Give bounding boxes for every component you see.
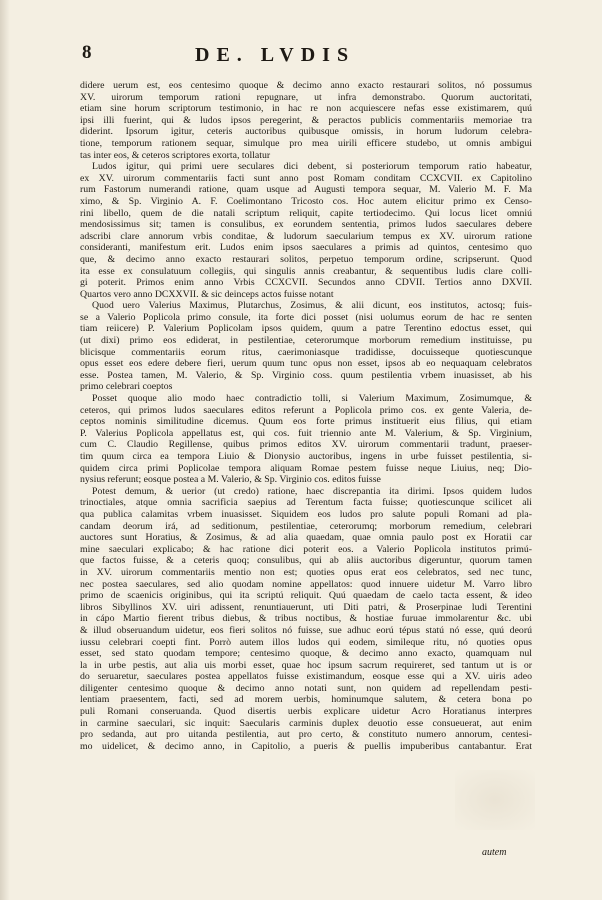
text-line: lentiam praesentem, facti, sed ad morem uerbis, hominumque salutem, & cetera bona po <box>80 694 532 706</box>
text-line: cum C. Claudio Regillense, quibus primos editos XV. uirorum commentarii tradunt, praeser- <box>80 439 532 451</box>
text-line: ita esse ex consulatuum collegiis, qui singulis annis creabantur, & sequentibus ludis clare colli- <box>80 265 532 277</box>
text-line: consideranti, manifestum erit. Ludos enim ipsos saeculares a primis ad quintos, centesimo quo <box>80 242 532 254</box>
text-line: tiam reiicere) P. Valerium Poplicolam ipsos quidem, quum a patre Terentino edoctus esset, qui <box>80 323 532 335</box>
text-line: mo uidelicet, & decimo anno, in Capitolio, a pueris & puellis impuberibus cantabantur. Erat <box>80 740 532 752</box>
text-line: Posset quoque alio modo haec contradictio tolli, si Valerium Maximum, Zosimumque, & <box>92 393 532 405</box>
text-line: ceptos nominis similitudine dicemus. Quum eos forte primus instituerit eius filius, qui etiam <box>80 416 532 428</box>
text-line: libros Sibyllinos XV. uiri adissent, renuntiauerunt, uti Diti patri, & Proserpinae ludi Terentini <box>80 601 532 613</box>
text-line: que factos fuisse, & a ceteris quoq; consulibus, qui ab aliis auctoribus digeruntur, quorum tamen <box>80 555 532 567</box>
catchword: autem <box>482 847 507 858</box>
text-line: P. Valerius Poplicola appellatus est, qui cos. fuit triennio ante M. Valerium, & Sp. Virginium, <box>80 427 532 439</box>
text-line: gi poterit. Primos enim anno Vrbis CCXCVII. Secundos anno CDVII. Tertios anno DXVII. <box>80 277 532 289</box>
text-line: pro sedanda, aut pro uitanda pestilentia, aut pro certo, & constituto numero annorum, centesi- <box>80 729 532 741</box>
text-line: nysius referunt; eosque postea a M. Valerio, & Sp. Virginio cos. editos fuisse <box>80 474 381 486</box>
running-head: DE. LVDIS <box>195 44 356 66</box>
text-line: auctores sunt Horatius, & Zosimus, & ad alia quaedam, quae omnia paulo post ex Horatii car <box>80 532 532 544</box>
text-line: puli Romani conseruanda. Quod disertis uerbis explicare uidetur Acro Horatianus interpres <box>80 706 532 718</box>
text-line: Potest demum, & uerior (ut credo) ratione, haec discrepantia ita dirimi. Ipsos quidem ludos <box>92 485 532 497</box>
text-line: (ut dixi) primo eos ediderat, in pestilentiae, ceterorumque morborum remedium instituisse, pu <box>80 335 532 347</box>
text-line: Ludos igitur, qui primi uere seculares dici debent, si posteriorum temporum ratio habeatur, <box>92 161 532 173</box>
text-line: se a Valerio Poplicola primo consule, ita forte dici posset (nisi uolumus eorum de hac re senten <box>80 311 532 323</box>
text-line: trinoctiales, atque omnia sacrificia saepius ad Terentum facta fuisse; quotiescunque scilicet ali <box>80 497 532 509</box>
body-text <box>80 80 532 752</box>
text-line: ipsi illi fuerint, qui & ludos ipsos peregerint, & peractos publicis commentariis memoriae tra <box>80 114 532 126</box>
text-line: mine saeculari explicabo; & hac ratione dici poterit eos. a Valerio Poplicola institutos primú- <box>80 543 532 555</box>
text-line: adscribi clare annorum vrbis conditae, & ludorum saecularium tempus ex XV. uirorum ratione <box>80 230 532 242</box>
text-line: primo celebrari coeptos <box>80 381 173 393</box>
text-line: do seruaretur, saeculares postea appellatos fuisse existimandum, eosque esse qui a XV. uiris adeo <box>80 671 532 683</box>
text-line: nec postea saeculares, sed alio quodam nomine appellatos: quod innuere uidetur M. Varro libro <box>80 578 532 590</box>
text-line: rum Fastorum numerandi ratione, quam usque ad Augusti tempora sequar, M. Valerio M. F. Ma <box>80 184 532 196</box>
text-line: esse. Postea tamen, M. Valerio, & Sp. Virginio coss. quum pestilentia vrbem inuasisset, ab his <box>80 369 532 381</box>
text-line: tas inter eos, & ceteros scriptores exorta, tollatur <box>80 149 271 161</box>
page-number: 8 <box>82 42 92 63</box>
text-line: primo de scaenicis originibus, qui ita scriptú reliquit. Quú quaedam de caelo tacta essent, & ideo <box>80 590 532 602</box>
text-line: diderint. Ipsorum igitur, ceteris auctoribus quibusque omissis, in horum ludorum celebra- <box>80 126 532 138</box>
text-line: didere uerum est, eos centesimo quoque & decimo anno exacto restaurari solitos, nó possumus <box>80 80 532 91</box>
text-line: etiam sine horum scriptorum testimonio, in hac re non acquiescere nefas esse existimarem, quú <box>80 103 532 115</box>
text-line: tione, temporum rationem sequar, simulque pro mea uirili efficere studebo, ut omnis ambigui <box>80 137 532 149</box>
text-line: iussu celebrari coepti fint. Porrò autem illos ludos qui eodem, simileque ritu, nó quoties opus <box>80 636 532 648</box>
text-line: Quartos vero anno DCXXVII. & sic deinceps actos fuisse notant <box>80 288 334 300</box>
text-line: in carmine saeculari, sic inquit: Saecularis carminis duplex deuotio esse consueuerat, aut enim <box>80 717 532 729</box>
text-line: in XV. uirorum commentariis mentio non est; quoties opus erat eos celebratos, sed nec tunc, <box>80 566 532 578</box>
paper-stain <box>455 770 535 830</box>
text-line: Quod uero Valerius Maximus, Plutarchus, Zosimus, & alii dicunt, eos institutos, actosq; fuis- <box>92 300 532 312</box>
text-line: ximo, & Sp. Virginio A. F. Coelimontano Tricosto cos. Hoc autem elicitur primo ex Censo- <box>80 195 532 207</box>
text-line: ceteros, qui primos ludos saeculares editos referunt a Poplicola primo cos. ex gente Valeria, de- <box>80 404 532 416</box>
text-line: in cápo Martio fierent tribus diebus, & tribus noctibus, & hostiae furuae immolarentur &c. ubi <box>80 613 532 625</box>
text-line: quidem circa primi Poplicolae tempora aliquam Romae pestem fuisse neque Liuius, neq; Dio- <box>80 462 532 474</box>
text-line: que, & decimo anno exacto restaurari solitos, perpetuo temporum ordine, scripserunt. Quod <box>80 253 532 265</box>
text-line: qua publica calamitas vrbem inuasisset. Siquidem eos ludos pro salute populi Romani ad pla- <box>80 508 532 520</box>
text-line: ex XV. uirorum commentariis facti sunt anno post Romam conditam CCXCVII. ex Capitolino <box>80 172 532 184</box>
text-line: rini libello, quem de die natali scriptum reliquit, capite tertiodecimo. Qui locus licet omniú <box>80 207 532 219</box>
text-line: opus esset eos edere debere fieri, uerum quum tunc opus non esset, ipsos ab eo nequaquam celebratos <box>80 358 532 370</box>
text-line: XV. uirorum temporum rationi repugnare, ut infra demonstrabo. Quorum auctoritati, <box>80 91 532 103</box>
text-line: la in urbe pestis, aut alia uis morbi esset, quae hoc ipsum sacrum requireret, sed tantum ut is or <box>80 659 532 671</box>
text-line: tim quum circa ea tempora Liuio & Dionysio auctoribus, ingens in urbe fuisset pestilentia, si- <box>80 451 532 462</box>
text-line: candam deorum irá, ad seditionum, pestilentiae, ceterorumq; morborum remedium, celebrari <box>80 520 532 532</box>
text-line: & illud obseruandum uidetur, eos fieri solitos nó fuisse, sue adhuc eorú tépus statú nó esse, quú deorú <box>80 624 532 636</box>
text-line: mendosissimus sit; tamen is consulibus, ex eorundem sententia, primos ludos saeculares debere <box>80 219 532 231</box>
text-line: blicisque commentariis eorum ritus, caerimoniasque tradidisse, docuisseque quotiescunque <box>80 346 532 358</box>
text-line: esset, sed stato quodam tempore; centesimo quoque, & decimo anno exacto, quamquam nul <box>80 648 532 660</box>
page-binding-shadow <box>0 0 10 900</box>
text-line: diligenter centesimo quoque & decimo anno notati sunt, non quidem ad repellendam pesti- <box>80 682 532 694</box>
